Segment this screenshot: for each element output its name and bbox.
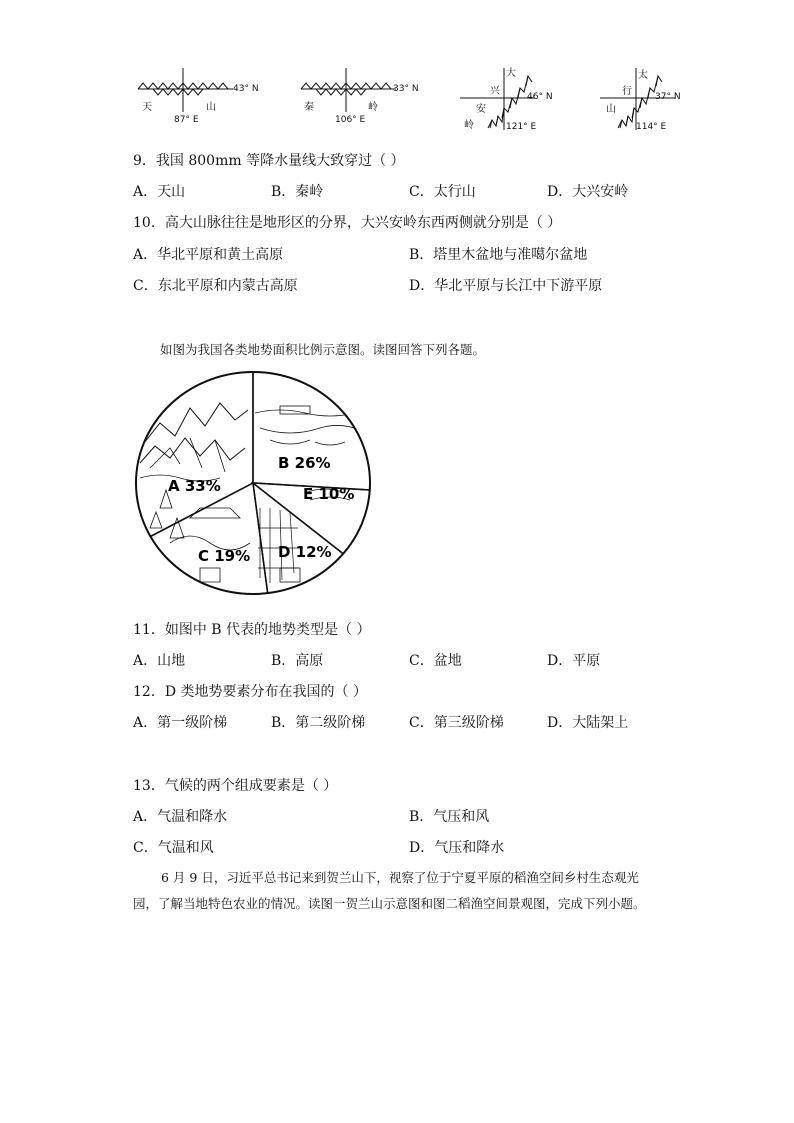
q11-option-c[interactable]: C．盆地 — [409, 653, 462, 669]
tianshan-char1: 天 — [142, 102, 152, 113]
mountain-figure-tianshan — [133, 64, 273, 128]
qinling-lon: 106° E — [335, 115, 366, 125]
pie-label-a: A 33% — [168, 477, 221, 495]
q9-option-a[interactable]: A．天山 — [133, 184, 186, 200]
pie-intro-text: 如图为我国各类地势面积比例示意图。读图回答下列各题。 — [160, 342, 486, 357]
tianshan-char2: 山 — [206, 102, 216, 113]
q11-option-d[interactable]: D．平原 — [547, 653, 601, 669]
tianshan-lat: 43° N — [233, 84, 259, 94]
q13-option-c[interactable]: C．气温和风 — [133, 840, 214, 856]
pie-label-b: B 26% — [278, 454, 331, 472]
qinling-char1: 秦 — [304, 102, 314, 113]
q10-option-d[interactable]: D．华北平原与长江中下游平原 — [409, 278, 603, 294]
taihangshan-char2: 行 — [622, 86, 632, 97]
context-paragraph-helanshan: 6 月 9 日，习近平总书记来到贺兰山下，视察了位于宁夏平原的稻渔空间乡村生态观光园，了解当地特色农业的情况。读图一贺兰山示意图和图二稻渔空间景观图，完成下列小题。 — [133, 870, 646, 911]
question-13-stem: 13．气候的两个组成要素是（ ） — [133, 778, 338, 794]
q9-option-b[interactable]: B．秦岭 — [271, 184, 324, 200]
q13-option-b[interactable]: B．气压和风 — [409, 809, 490, 825]
q9-option-c[interactable]: C．太行山 — [409, 184, 476, 200]
q12-option-d[interactable]: D．大陆架上 — [547, 715, 629, 731]
question-11-stem: 11．如图中 B 代表的地势类型是（ ） — [133, 622, 371, 638]
pie-slice-a — [136, 372, 253, 536]
q11-option-b[interactable]: B．高原 — [271, 653, 324, 669]
taihangshan-char3: 山 — [606, 104, 616, 115]
q12-option-a[interactable]: A．第一级阶梯 — [133, 715, 228, 731]
q9-option-d[interactable]: D．大兴安岭 — [547, 184, 629, 200]
question-12-stem: 12．D 类地势要素分布在我国的（ ） — [133, 684, 367, 700]
daxinganling-char3: 安 — [476, 104, 486, 115]
qinling-char2: 岭 — [368, 102, 378, 113]
mountain-figure-qinling — [296, 64, 436, 128]
tianshan-lon: 87° E — [174, 115, 199, 125]
taihangshan-char1: 太 — [638, 70, 648, 81]
q13-option-d[interactable]: D．气压和降水 — [409, 840, 505, 856]
daxinganling-lon: 121° E — [506, 122, 537, 132]
q11-option-a[interactable]: A．山地 — [133, 653, 186, 669]
q12-option-b[interactable]: B．第二级阶梯 — [271, 715, 366, 731]
daxinganling-lat: 46° N — [527, 92, 553, 102]
q13-option-a[interactable]: A．气温和降水 — [133, 809, 228, 825]
daxinganling-char4: 岭 — [464, 120, 474, 131]
q12-option-c[interactable]: C．第三级阶梯 — [409, 715, 504, 731]
question-9-stem: 9．我国 800mm 等降水量线大致穿过（ ） — [133, 153, 405, 169]
taihangshan-lon: 114° E — [636, 122, 667, 132]
daxinganling-char1: 大 — [506, 68, 516, 79]
taihangshan-lat: 37° N — [655, 92, 681, 102]
pie-slice-c — [150, 483, 267, 594]
q10-option-a[interactable]: A．华北平原和黄土高原 — [133, 247, 284, 263]
qinling-lat: 33° N — [393, 84, 419, 94]
pie-label-c: C 19% — [198, 547, 251, 565]
daxinganling-char2: 兴 — [490, 86, 500, 97]
pie-label-d: D 12% — [278, 543, 332, 561]
q10-option-c[interactable]: C．东北平原和内蒙古高原 — [133, 278, 298, 294]
pie-label-e: E 10% — [303, 485, 355, 503]
terrain-pie-chart — [130, 368, 376, 598]
q10-option-b[interactable]: B．塔里木盆地与准噶尔盆地 — [409, 247, 588, 263]
question-10-stem: 10．高大山脉往往是地形区的分界，大兴安岭东西两侧就分别是（ ） — [133, 215, 562, 231]
